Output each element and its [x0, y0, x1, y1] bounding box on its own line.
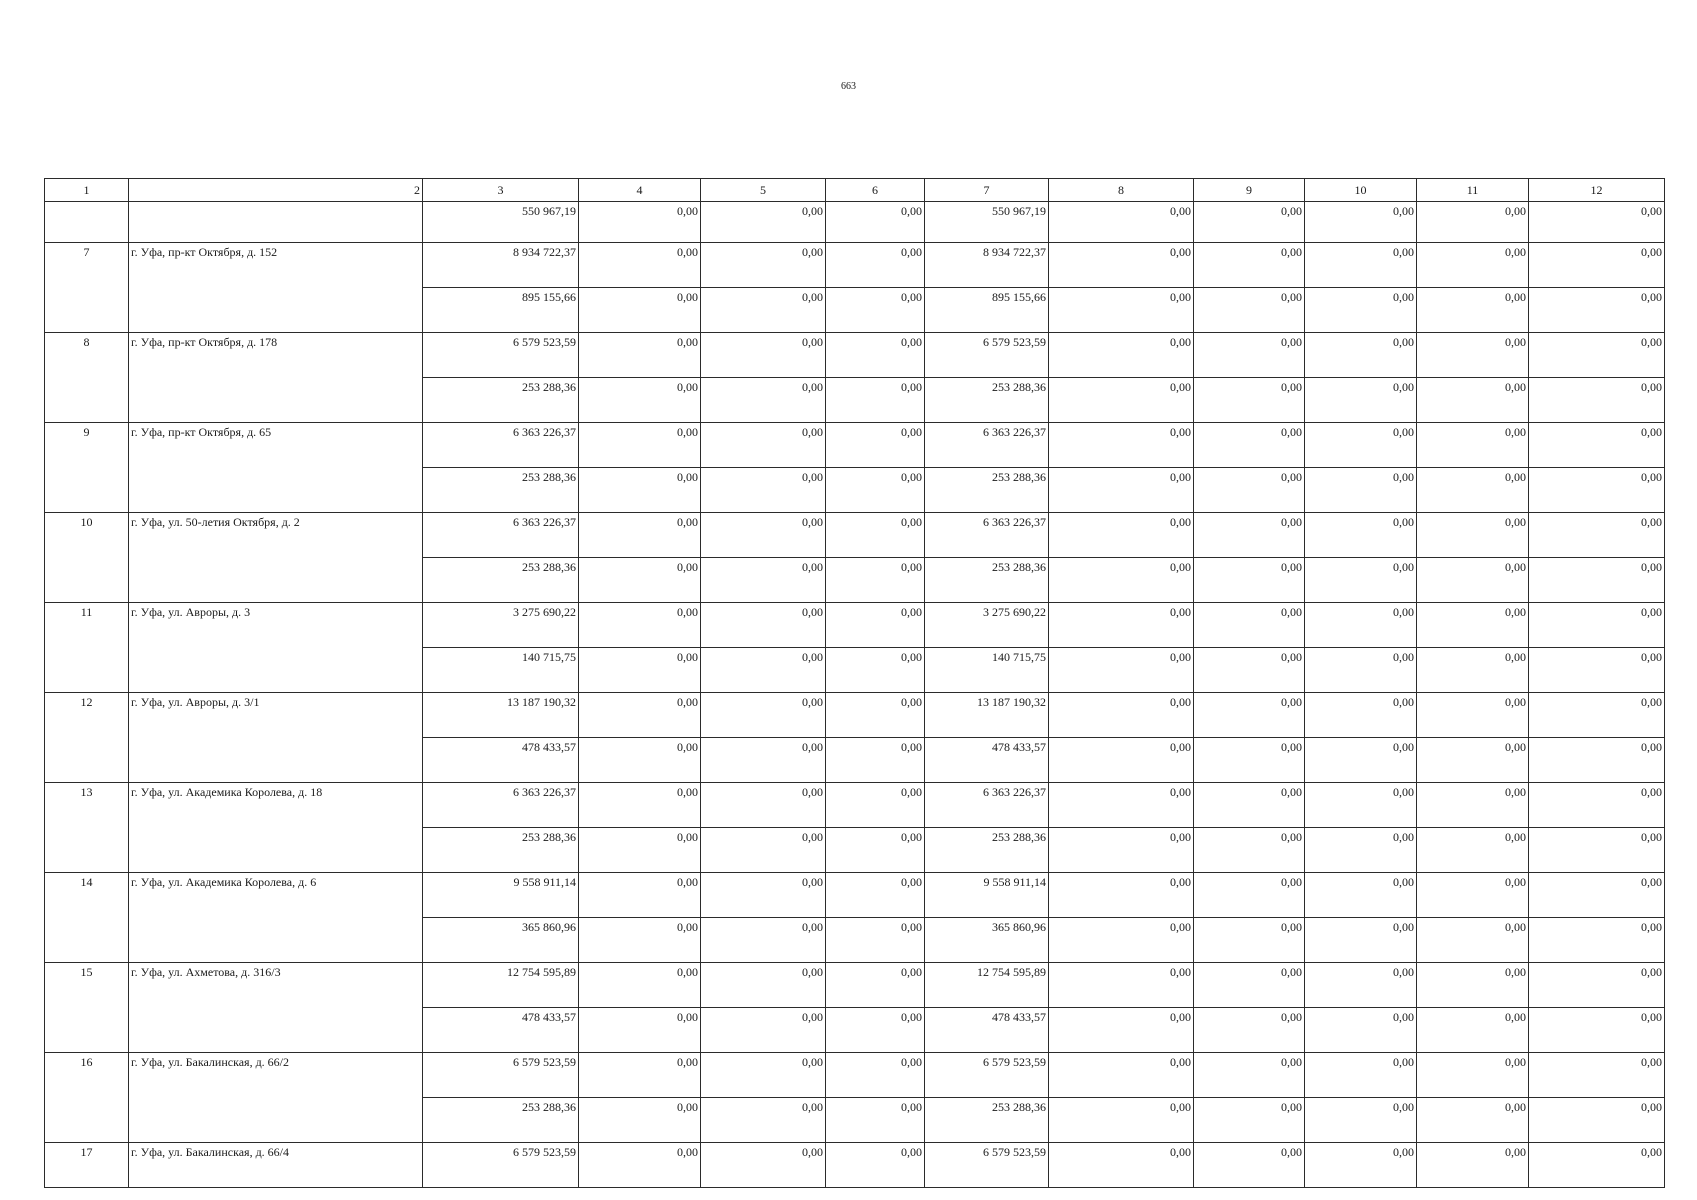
value-cell: 0,00 — [1194, 468, 1305, 513]
value-cell: 0,00 — [579, 603, 701, 648]
value-cell: 0,00 — [826, 333, 925, 378]
value-cell: 6 363 226,37 — [423, 423, 579, 468]
value-cell: 0,00 — [579, 738, 701, 783]
value-cell: 0,00 — [701, 558, 826, 603]
value-cell: 0,00 — [1417, 1008, 1529, 1053]
value-cell: 253 288,36 — [925, 1098, 1049, 1143]
value-cell: 9 558 911,14 — [423, 873, 579, 918]
address-cell: г. Уфа, ул. Бакалинская, д. 66/4 — [129, 1143, 423, 1188]
table-row — [45, 1143, 1665, 1188]
value-cell: 0,00 — [826, 828, 925, 873]
table-row — [45, 783, 1665, 828]
value-cell: 253 288,36 — [925, 378, 1049, 423]
value-cell: 9 558 911,14 — [925, 873, 1049, 918]
value-cell: 0,00 — [1194, 918, 1305, 963]
value-cell: 0,00 — [826, 963, 925, 1008]
value-cell: 0,00 — [826, 648, 925, 693]
table-row — [45, 963, 1665, 1008]
value-cell: 0,00 — [1529, 648, 1665, 693]
value-cell: 0,00 — [1417, 648, 1529, 693]
row-number-cell: 7 — [45, 243, 129, 333]
value-cell: 253 288,36 — [925, 558, 1049, 603]
column-header: 2 — [129, 179, 423, 202]
value-cell: 0,00 — [1417, 918, 1529, 963]
data-table — [44, 178, 1665, 1188]
value-cell: 0,00 — [826, 603, 925, 648]
value-cell: 0,00 — [1194, 603, 1305, 648]
value-cell: 0,00 — [1529, 603, 1665, 648]
value-cell: 0,00 — [1417, 288, 1529, 333]
value-cell: 0,00 — [1417, 558, 1529, 603]
value-cell: 550 967,19 — [423, 202, 579, 243]
column-header: 1 — [45, 179, 129, 202]
value-cell: 0,00 — [1529, 963, 1665, 1008]
value-cell: 0,00 — [1049, 1143, 1194, 1188]
value-cell: 0,00 — [1049, 333, 1194, 378]
value-cell: 0,00 — [1049, 423, 1194, 468]
row-number-cell: 10 — [45, 513, 129, 603]
value-cell: 0,00 — [1417, 828, 1529, 873]
value-cell: 0,00 — [826, 513, 925, 558]
value-cell: 0,00 — [1305, 828, 1417, 873]
value-cell: 0,00 — [826, 558, 925, 603]
value-cell: 895 155,66 — [925, 288, 1049, 333]
value-cell: 0,00 — [1049, 918, 1194, 963]
value-cell: 253 288,36 — [423, 1098, 579, 1143]
value-cell: 0,00 — [826, 378, 925, 423]
value-cell: 0,00 — [701, 378, 826, 423]
value-cell: 0,00 — [1194, 693, 1305, 738]
value-cell: 140 715,75 — [423, 648, 579, 693]
value-cell: 0,00 — [1529, 288, 1665, 333]
value-cell: 0,00 — [1049, 1098, 1194, 1143]
value-cell: 0,00 — [1049, 693, 1194, 738]
value-cell: 0,00 — [1417, 873, 1529, 918]
value-cell: 0,00 — [1305, 693, 1417, 738]
value-cell: 0,00 — [1417, 333, 1529, 378]
value-cell: 0,00 — [1194, 378, 1305, 423]
value-cell: 0,00 — [1194, 202, 1305, 243]
value-cell: 895 155,66 — [423, 288, 579, 333]
value-cell: 0,00 — [1194, 513, 1305, 558]
row-number-cell: 12 — [45, 693, 129, 783]
value-cell: 0,00 — [1049, 243, 1194, 288]
value-cell: 0,00 — [1194, 333, 1305, 378]
value-cell: 6 363 226,37 — [423, 783, 579, 828]
value-cell: 0,00 — [701, 738, 826, 783]
value-cell: 0,00 — [1305, 1098, 1417, 1143]
address-cell: г. Уфа, ул. Бакалинская, д. 66/2 — [129, 1053, 423, 1143]
value-cell: 0,00 — [1194, 873, 1305, 918]
address-cell: г. Уфа, ул. Академика Королева, д. 6 — [129, 873, 423, 963]
value-cell: 0,00 — [1417, 513, 1529, 558]
address-cell: г. Уфа, ул. Авроры, д. 3 — [129, 603, 423, 693]
value-cell: 6 363 226,37 — [925, 423, 1049, 468]
column-header: 12 — [1529, 179, 1665, 202]
column-header: 10 — [1305, 179, 1417, 202]
value-cell: 6 579 523,59 — [423, 1053, 579, 1098]
value-cell: 3 275 690,22 — [423, 603, 579, 648]
value-cell: 0,00 — [1194, 828, 1305, 873]
value-cell: 0,00 — [701, 783, 826, 828]
value-cell: 0,00 — [701, 828, 826, 873]
value-cell: 0,00 — [1305, 918, 1417, 963]
value-cell: 140 715,75 — [925, 648, 1049, 693]
column-header: 11 — [1417, 179, 1529, 202]
value-cell: 0,00 — [701, 468, 826, 513]
value-cell: 6 579 523,59 — [925, 1053, 1049, 1098]
value-cell: 0,00 — [579, 333, 701, 378]
value-cell: 0,00 — [1417, 378, 1529, 423]
value-cell: 0,00 — [701, 963, 826, 1008]
value-cell: 0,00 — [579, 378, 701, 423]
column-header: 3 — [423, 179, 579, 202]
value-cell: 0,00 — [1194, 1008, 1305, 1053]
column-header: 9 — [1194, 179, 1305, 202]
value-cell: 0,00 — [1194, 243, 1305, 288]
value-cell: 0,00 — [1417, 603, 1529, 648]
value-cell: 0,00 — [1305, 243, 1417, 288]
value-cell: 0,00 — [1305, 378, 1417, 423]
value-cell: 0,00 — [1049, 558, 1194, 603]
value-cell: 0,00 — [1305, 558, 1417, 603]
value-cell: 0,00 — [826, 873, 925, 918]
value-cell: 0,00 — [826, 1098, 925, 1143]
page-number: 663 — [841, 81, 856, 92]
row-number-cell: 17 — [45, 1143, 129, 1188]
value-cell: 253 288,36 — [423, 468, 579, 513]
value-cell: 0,00 — [701, 1098, 826, 1143]
value-cell: 0,00 — [826, 1008, 925, 1053]
value-cell: 6 363 226,37 — [423, 513, 579, 558]
row-number-cell: 14 — [45, 873, 129, 963]
value-cell: 0,00 — [701, 423, 826, 468]
value-cell: 0,00 — [1529, 202, 1665, 243]
value-cell: 0,00 — [1417, 468, 1529, 513]
value-cell: 0,00 — [1049, 783, 1194, 828]
value-cell: 0,00 — [1417, 738, 1529, 783]
table-row — [45, 873, 1665, 918]
value-cell: 365 860,96 — [925, 918, 1049, 963]
value-cell: 0,00 — [826, 783, 925, 828]
header-row — [45, 179, 1665, 202]
value-cell: 365 860,96 — [423, 918, 579, 963]
value-cell: 0,00 — [1529, 1098, 1665, 1143]
table-header — [45, 179, 1665, 202]
column-header: 6 — [826, 179, 925, 202]
value-cell: 0,00 — [1194, 1143, 1305, 1188]
value-cell: 0,00 — [1417, 202, 1529, 243]
value-cell: 0,00 — [1305, 783, 1417, 828]
row-number-cell: 11 — [45, 603, 129, 693]
address-cell: г. Уфа, ул. Авроры, д. 3/1 — [129, 693, 423, 783]
row-number-cell: 16 — [45, 1053, 129, 1143]
value-cell: 0,00 — [1529, 378, 1665, 423]
value-cell: 3 275 690,22 — [925, 603, 1049, 648]
value-cell: 0,00 — [1417, 1053, 1529, 1098]
address-cell: г. Уфа, пр-кт Октября, д. 178 — [129, 333, 423, 423]
value-cell: 0,00 — [1194, 783, 1305, 828]
table-row — [45, 423, 1665, 468]
value-cell: 0,00 — [1529, 693, 1665, 738]
value-cell: 0,00 — [579, 202, 701, 243]
column-header: 8 — [1049, 179, 1194, 202]
address-cell: г. Уфа, ул. 50-летия Октября, д. 2 — [129, 513, 423, 603]
value-cell: 0,00 — [826, 918, 925, 963]
value-cell: 0,00 — [701, 1143, 826, 1188]
value-cell: 0,00 — [1305, 873, 1417, 918]
value-cell: 0,00 — [1194, 288, 1305, 333]
value-cell: 253 288,36 — [925, 828, 1049, 873]
value-cell: 6 363 226,37 — [925, 513, 1049, 558]
value-cell: 0,00 — [579, 468, 701, 513]
value-cell: 0,00 — [579, 513, 701, 558]
value-cell: 0,00 — [1305, 1143, 1417, 1188]
value-cell: 0,00 — [1529, 558, 1665, 603]
value-cell: 0,00 — [826, 1143, 925, 1188]
value-cell: 478 433,57 — [423, 738, 579, 783]
value-cell: 6 579 523,59 — [925, 333, 1049, 378]
value-cell: 0,00 — [1049, 378, 1194, 423]
value-cell: 0,00 — [1529, 243, 1665, 288]
address-cell: г. Уфа, ул. Академика Королева, д. 18 — [129, 783, 423, 873]
table-row — [45, 1053, 1665, 1098]
address-cell — [129, 202, 423, 243]
value-cell: 0,00 — [701, 288, 826, 333]
value-cell: 0,00 — [1194, 1098, 1305, 1143]
table-body — [45, 202, 1665, 1188]
row-number-cell: 13 — [45, 783, 129, 873]
value-cell: 0,00 — [1305, 963, 1417, 1008]
value-cell: 0,00 — [1417, 963, 1529, 1008]
value-cell: 0,00 — [579, 648, 701, 693]
row-number-cell: 9 — [45, 423, 129, 513]
value-cell: 6 579 523,59 — [423, 333, 579, 378]
value-cell: 6 579 523,59 — [925, 1143, 1049, 1188]
table-row — [45, 513, 1665, 558]
address-cell: г. Уфа, пр-кт Октября, д. 65 — [129, 423, 423, 513]
value-cell: 6 363 226,37 — [925, 783, 1049, 828]
value-cell: 0,00 — [1529, 423, 1665, 468]
value-cell: 0,00 — [1529, 333, 1665, 378]
table-row — [45, 243, 1665, 288]
value-cell: 0,00 — [701, 603, 826, 648]
value-cell: 0,00 — [1529, 513, 1665, 558]
value-cell: 0,00 — [826, 288, 925, 333]
value-cell: 0,00 — [701, 513, 826, 558]
value-cell: 0,00 — [1529, 468, 1665, 513]
value-cell: 0,00 — [1049, 202, 1194, 243]
value-cell: 0,00 — [579, 1143, 701, 1188]
value-cell: 0,00 — [1049, 513, 1194, 558]
value-cell: 253 288,36 — [423, 378, 579, 423]
value-cell: 8 934 722,37 — [423, 243, 579, 288]
value-cell: 0,00 — [1529, 918, 1665, 963]
value-cell: 0,00 — [826, 423, 925, 468]
value-cell: 0,00 — [579, 1008, 701, 1053]
value-cell: 0,00 — [826, 202, 925, 243]
value-cell: 478 433,57 — [925, 738, 1049, 783]
value-cell: 13 187 190,32 — [423, 693, 579, 738]
value-cell: 0,00 — [1194, 1053, 1305, 1098]
address-cell: г. Уфа, пр-кт Октября, д. 152 — [129, 243, 423, 333]
value-cell: 0,00 — [1305, 603, 1417, 648]
value-cell: 0,00 — [1194, 738, 1305, 783]
value-cell: 12 754 595,89 — [925, 963, 1049, 1008]
value-cell: 0,00 — [1529, 1143, 1665, 1188]
column-header: 7 — [925, 179, 1049, 202]
table-row — [45, 603, 1665, 648]
value-cell: 0,00 — [1529, 783, 1665, 828]
value-cell: 0,00 — [1049, 648, 1194, 693]
value-cell: 0,00 — [1417, 243, 1529, 288]
value-cell: 0,00 — [826, 468, 925, 513]
value-cell: 0,00 — [1305, 288, 1417, 333]
value-cell: 0,00 — [1194, 558, 1305, 603]
row-number-cell: 15 — [45, 963, 129, 1053]
table-row — [45, 333, 1665, 378]
value-cell: 253 288,36 — [423, 558, 579, 603]
value-cell: 8 934 722,37 — [925, 243, 1049, 288]
value-cell: 13 187 190,32 — [925, 693, 1049, 738]
value-cell: 0,00 — [1417, 1143, 1529, 1188]
value-cell: 0,00 — [701, 873, 826, 918]
value-cell: 0,00 — [1305, 333, 1417, 378]
value-cell: 0,00 — [1049, 738, 1194, 783]
value-cell: 0,00 — [1049, 468, 1194, 513]
value-cell: 0,00 — [1529, 1008, 1665, 1053]
value-cell: 0,00 — [579, 873, 701, 918]
value-cell: 0,00 — [1305, 1008, 1417, 1053]
value-cell: 0,00 — [1049, 963, 1194, 1008]
value-cell: 0,00 — [1417, 423, 1529, 468]
value-cell: 6 579 523,59 — [423, 1143, 579, 1188]
value-cell: 0,00 — [701, 1053, 826, 1098]
column-header: 5 — [701, 179, 826, 202]
value-cell: 0,00 — [1049, 828, 1194, 873]
address-cell: г. Уфа, ул. Ахметова, д. 316/3 — [129, 963, 423, 1053]
value-cell: 0,00 — [1305, 468, 1417, 513]
value-cell: 0,00 — [1305, 423, 1417, 468]
value-cell: 0,00 — [579, 1053, 701, 1098]
value-cell: 0,00 — [1529, 873, 1665, 918]
value-cell: 0,00 — [1194, 648, 1305, 693]
value-cell: 12 754 595,89 — [423, 963, 579, 1008]
value-cell: 0,00 — [579, 828, 701, 873]
value-cell: 0,00 — [1049, 1053, 1194, 1098]
value-cell: 0,00 — [1529, 738, 1665, 783]
value-cell: 0,00 — [701, 333, 826, 378]
value-cell: 0,00 — [579, 423, 701, 468]
value-cell: 0,00 — [826, 243, 925, 288]
row-number-cell: 8 — [45, 333, 129, 423]
column-header: 4 — [579, 179, 701, 202]
value-cell: 0,00 — [1417, 1098, 1529, 1143]
value-cell: 0,00 — [579, 243, 701, 288]
value-cell: 0,00 — [1529, 1053, 1665, 1098]
value-cell: 0,00 — [579, 1098, 701, 1143]
value-cell: 478 433,57 — [423, 1008, 579, 1053]
value-cell: 0,00 — [1049, 1008, 1194, 1053]
value-cell: 0,00 — [826, 1053, 925, 1098]
value-cell: 0,00 — [1305, 648, 1417, 693]
row-number-cell — [45, 202, 129, 243]
value-cell: 0,00 — [579, 693, 701, 738]
value-cell: 0,00 — [1305, 202, 1417, 243]
value-cell: 0,00 — [1194, 963, 1305, 1008]
value-cell: 0,00 — [701, 918, 826, 963]
value-cell: 0,00 — [579, 783, 701, 828]
value-cell: 0,00 — [1417, 783, 1529, 828]
value-cell: 0,00 — [1529, 828, 1665, 873]
value-cell: 0,00 — [701, 693, 826, 738]
value-cell: 0,00 — [701, 202, 826, 243]
value-cell: 0,00 — [701, 648, 826, 693]
value-cell: 0,00 — [1305, 513, 1417, 558]
value-cell: 0,00 — [579, 558, 701, 603]
value-cell: 0,00 — [1049, 603, 1194, 648]
value-cell: 253 288,36 — [925, 468, 1049, 513]
table-row — [45, 693, 1665, 738]
value-cell: 253 288,36 — [423, 828, 579, 873]
value-cell: 0,00 — [579, 918, 701, 963]
value-cell: 0,00 — [1049, 288, 1194, 333]
table-row — [45, 202, 1665, 243]
value-cell: 0,00 — [1305, 1053, 1417, 1098]
value-cell: 0,00 — [1417, 693, 1529, 738]
value-cell: 0,00 — [579, 963, 701, 1008]
value-cell: 0,00 — [579, 288, 701, 333]
value-cell: 0,00 — [701, 1008, 826, 1053]
value-cell: 0,00 — [1049, 873, 1194, 918]
value-cell: 0,00 — [701, 243, 826, 288]
value-cell: 478 433,57 — [925, 1008, 1049, 1053]
value-cell: 0,00 — [1305, 738, 1417, 783]
value-cell: 0,00 — [826, 693, 925, 738]
value-cell: 0,00 — [826, 738, 925, 783]
value-cell: 550 967,19 — [925, 202, 1049, 243]
value-cell: 0,00 — [1194, 423, 1305, 468]
